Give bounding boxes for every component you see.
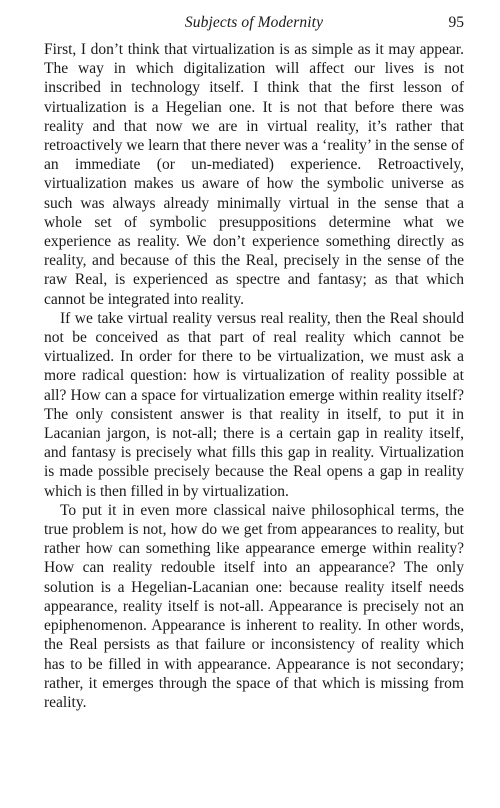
running-title: Subjects of Modernity: [184, 14, 324, 31]
paragraph-1: First, I don’t think that virtualization is as simple as it may appear. The way in which digitalization will affect our lives is not inscribed in technology itself. I think that the first lesson of virtualization is a Hegelian one. It is not that before there was reality and that now we are in virtual reality, it’s rather that retroactively we learn that there never was a ‘reality’ in the sense of an immediate (or un-mediated) experience. Retroactively, virtualization makes us aware of how the symbolic universe as such was always already minimally virtual in the sense that a whole set of symbolic presuppositions determine what we experience as reality. We don’t experience something directly as reality, and because of this the Real, precisely in the sense of the raw Real, is experienced as spectre and fantasy; as that which cannot be integrated into reality.: [44, 41, 464, 308]
paragraph-2: If we take virtual reality versus real reality, then the Real should not be conceived as that part of real reality which cannot be virtualized. In order for there to be virtualization, we must ask a more radical question: how is virtualization of reality possible at all? How can a space for virtualization emerge within reality itself? The only consistent answer is that reality in itself, to put it in Lacanian jargon, is not-all; there is a certain gap in reality itself, and fantasy is precisely what fills this gap in reality. Virtualization is made possible precisely because the Real opens a gap in reality which is then filled in by virtualization.: [44, 309, 464, 500]
page-number: 95: [448, 14, 464, 31]
paragraph-3: To put it in even more classical naive philosophical terms, the true problem is not, how do we get from appearances to reality, but rather how can something like appearance emerge within reality? How can reality redouble itself into an appearance? The only solution is a Hegelian-Lacanian one: because reality itself needs appearance, reality itself is not-all. Appearance is precisely not an epiphenomenon. Appearance is inherent to reality. In other words, the Real persists as that failure or inconsistency of reality which has to be filled in with appearance. Appearance is not secondary; rather, it emerges through the space of that which is missing from reality.: [44, 501, 464, 711]
body-text: [44, 40, 464, 712]
running-head: [44, 14, 464, 40]
book-page: [44, 14, 464, 712]
